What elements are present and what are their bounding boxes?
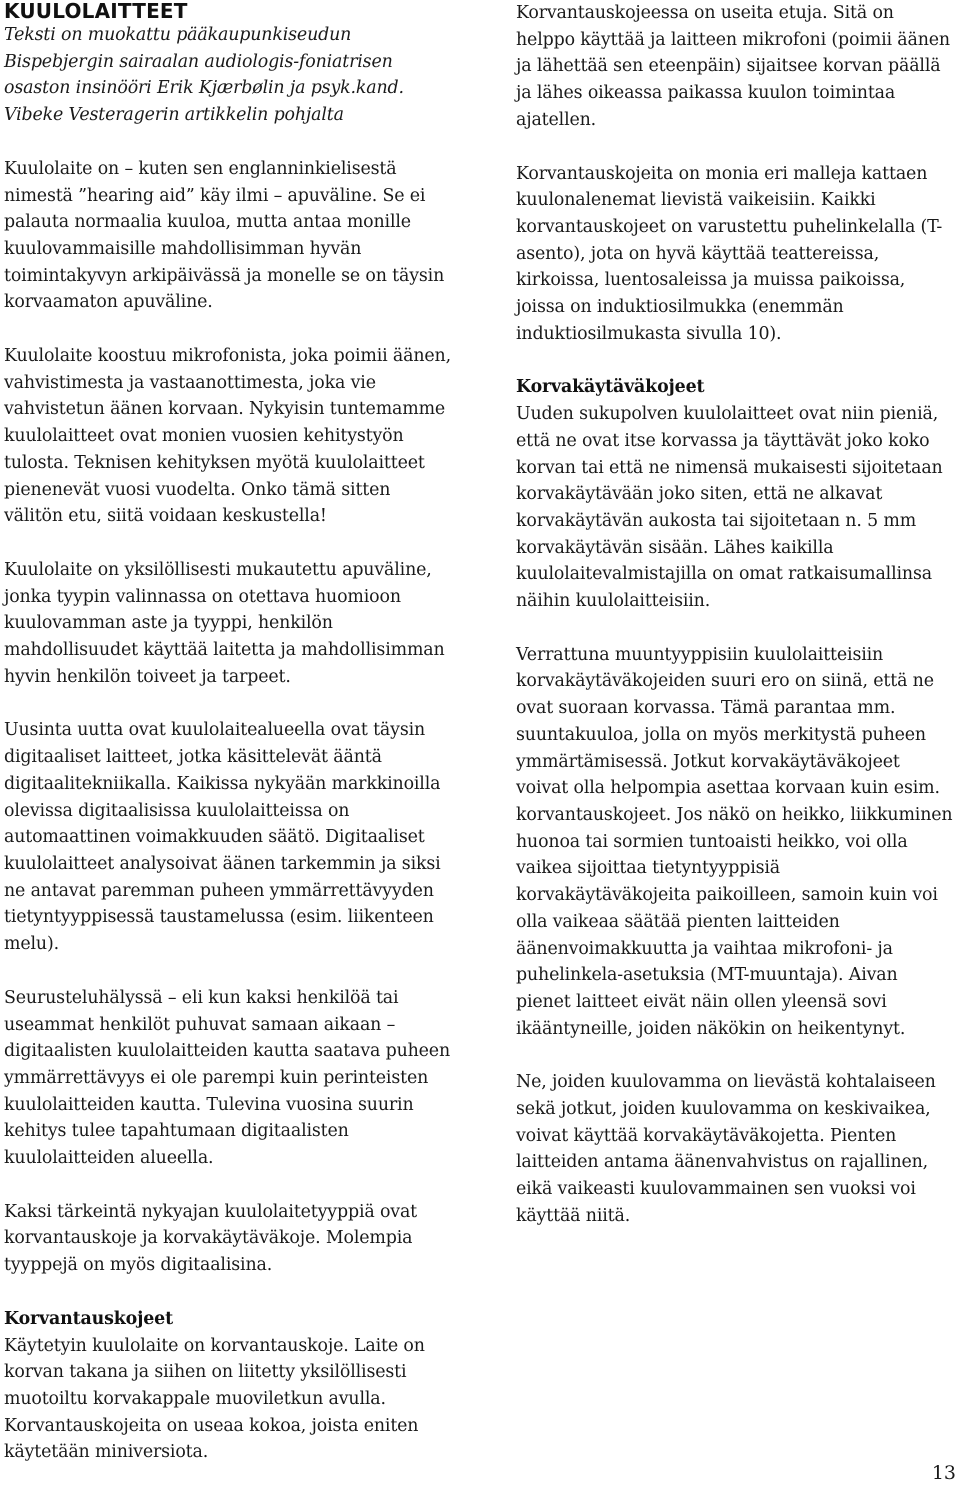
paragraph: Kuulolaite koostuu mikrofonista, joka poimii äänen, vahvistimesta ja vastaanottimesta, joka vie vahvistetun äänen korvaan. Nykyisin tuntemamme kuulolaitteet ovat monien vuosien kehitystyön tulosta. Teknisen kehityksen myötä kuulolaitteet pienenevät vuosi vuodelta. Onko tämä sitten välitön etu, siitä voidaan keskustella!: [4, 346, 451, 527]
paragraph: Verrattuna muuntyyppisiin kuulolaitteisiin korvakäytäväkojeiden suuri ero on siinä, että ne ovat suoraan korvassa. Tämä parantaa mm. suuntakuuloa, jolla on myös merkitystä puheen ymmärtämisessä. Jotkut korvakäytäväkojeet voivat olla helpompia asettaa korvaan kuin esim. korvantauskojeet. Jos näkö on heikko, liikkuminen huonoa tai sormien tuntoaisti heikko, voi olla vaikea sijoittaa tietyntyyppisiä korvakäytäväkojeita paikoilleen, samoin kuin voi olla vaikeaa säätää pienten laitteiden äänenvoimakkuutta ja vaihtaa mikrofoni- ja puhelinkela-asetuksia (MT-muuntaja). Aivan pienet laitteet eivät näin ollen yleensä sovi ikääntyneille, joiden näkökin on heikentynyt.: [516, 644, 953, 1039]
section-text: Uuden sukupolven kuulolaitteet ovat niin pieniä, että ne ovat itse korvassa ja täyttävät joko koko korvan tai että ne nimensä mukaisesti sijoitetaan korvakäytävään joko siten, että ne alkavat korvakäytävän aukosta tai sijoitetaan n. 5 mm korvakäytävän sisään. Lähes kaikilla kuulolaitevalmistajilla on omat ratkaisumallinsa näihin kuulolaitteisiin.: [516, 404, 943, 612]
section-heading: Korvantauskojeet: [4, 1308, 173, 1329]
page-title: KUULOLAITTEET: [4, 0, 188, 23]
paragraph: Korvantauskojeita on monia eri malleja kattaen kuulonalenemat lievistä vaikeisiin. Kaikki korvantauskojeet on varustettu puhelinkelalla (T-asento), jota on hyvä käyttää teattereissa, kirkoissa, luentosaleissa ja muissa paikoissa, joissa on induktiosilmukka (enemmän induktiosilmukasta sivulla 10).: [516, 163, 943, 344]
left-column: [4, 0, 454, 1493]
paragraph: Kuulolaite on – kuten sen englanninkielisestä nimestä ”hearing aid” käy ilmi – apuväline. Se ei palauta normaalia kuuloa, mutta antaa monille kuulovammaisille mahdollisimman hyvän toimintakyvyn arkipäivässä ja monelle se on täysin korvaamaton apuväline.: [4, 158, 445, 313]
article-subtitle: Teksti on muokattu pääkaupunkiseudun Bispebjergin sairaalan audiologis-foniatrisen osaston insinööri Erik Kjærbølin ja psyk.kand. Vibeke Vesteragerin artikkelin pohjalta: [4, 25, 404, 126]
right-column: [516, 0, 956, 1257]
paragraph: Ne, joiden kuulovamma on lievästä kohtalaiseen sekä jotkut, joiden kuulovamma on keskivaikea, voivat käyttää korvakäytäväkojetta. Pienten laitteiden antama äänenvahvistus on rajallinen, eikä vaikeasti kuulovammainen sen vuoksi voi käyttää niitä.: [516, 1072, 936, 1226]
page-number: 13: [931, 1462, 956, 1484]
paragraph: Seurusteluhälyssä – eli kun kaksi henkilöä tai useammat henkilöt puhuvat samaan aikaan – digitaalisten kuulolaitteiden kautta saatava puheen ymmärrettävyys ei ole parempi kuin perinteisten kuulolaitteiden kautta. Tulevina vuosina suurin kehitys tulee tapahtumaan digitaalisten kuulolaitteiden alueella.: [4, 987, 451, 1169]
paragraph: Korvantauskojeessa on useita etuja. Sitä on helppo käyttää ja laitteen mikrofoni (poimii äänen ja lähettää sen eteenpäin) sijaitsee korvan päällä ja lähes oikeassa paikassa kuulon toimintaa ajatellen.: [516, 3, 950, 130]
paragraph: Kaksi tärkeintä nykyajan kuulolaitetyyppiä ovat korvantauskoje ja korvakäytäväkoje. Molempia tyyppejä on myös digitaalisina.: [4, 1201, 418, 1276]
section-korvakaytavakojeet: [516, 374, 956, 614]
section-text: Käytetyin kuulolaite on korvantauskoje. Laite on korvan takana ja siihen on liitetty yksilöllisesti muotoiltu korvakappale muoviletkun avulla. Korvantauskojeita on useaa kokoa, joista eniten käytetään miniversiota.: [4, 1335, 425, 1463]
paragraph: Uusinta uutta ovat kuulolaitealueella ovat täysin digitaaliset laitteet, jotka käsittelevät ääntä digitaalitekniikalla. Kaikissa nykyään markkinoilla olevissa digitaalisissa kuulolaitteissa on automaattinen voimakkuuden säätö. Digitaaliset kuulolaitteet analysoivat äänen tarkemmin ja siksi ne antavat paremman puheen ymmärrettävyyden tietyntyyppisessä taustamelussa (esim. liikenteen melu).: [4, 720, 441, 955]
section-korvantauskojeet: [4, 1306, 454, 1466]
paragraph: Kuulolaite on yksilöllisesti mukautettu apuväline, jonka tyypin valinnassa on otettava huomioon kuulovamman aste ja tyyppi, henkilön mahdollisuudet käyttää laitetta ja mahdollisimman hyvin henkilön toiveet ja tarpeet.: [4, 559, 445, 687]
section-heading: Korvakäytäväkojeet: [516, 377, 705, 398]
